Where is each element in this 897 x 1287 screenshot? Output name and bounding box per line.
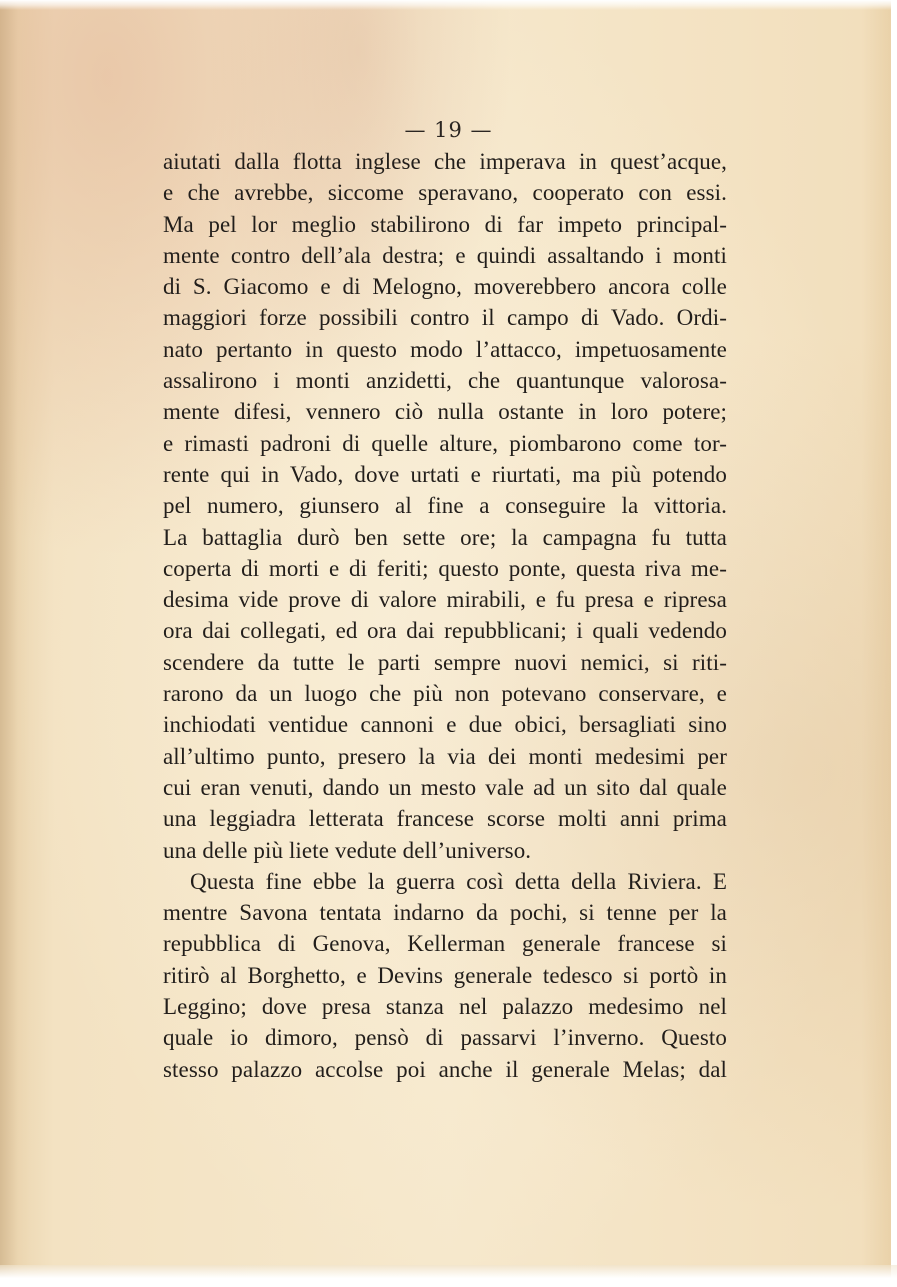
- page-spine-shadow: [0, 0, 30, 1287]
- text-line: Ma pel lor meglio stabilirono di far impeto principal-: [163, 211, 727, 237]
- text-line: maggiori forze possibili contro il campo di Vado. Ordi-: [163, 305, 727, 331]
- text-line: stesso palazzo accolse poi anche il generale Melas; dal: [163, 1056, 727, 1082]
- text-line: all’ultimo punto, presero la via dei monti medesimi per: [163, 743, 727, 769]
- text-line: Leggino; dove presa stanza nel palazzo medesimo nel: [163, 994, 727, 1020]
- text-line: pel numero, giunsero al fine a conseguire la vittoria.: [163, 493, 727, 519]
- text-line: coperta di morti e di feriti; questo ponte, questa riva me-: [163, 555, 727, 581]
- text-line: La battaglia durò ben sette ore; la campagna fu tutta: [163, 524, 727, 550]
- page-bottom-edge: [0, 1265, 897, 1287]
- text-line: e che avrebbe, siccome speravano, cooperato con essi.: [163, 180, 727, 206]
- text-line: una leggiadra letterata francese scorse molti anni prima: [163, 806, 727, 832]
- text-line: rarono da un luogo che più non potevano conservare, e: [163, 681, 727, 707]
- text-line: aiutati dalla flotta inglese che imperava in quest’acque,: [163, 149, 727, 174]
- text-line: e rimasti padroni di quelle alture, piombarono come tor-: [163, 430, 727, 456]
- body-text: [163, 146, 727, 1085]
- text-line: mente difesi, vennero ciò nulla ostante in loro potere;: [163, 399, 727, 425]
- text-line: cui eran venuti, dando un mesto vale ad un sito dal quale: [163, 774, 727, 800]
- page-right-edge: [891, 0, 897, 1287]
- text-line: quale io dimoro, pensò di passarvi l’inverno. Questo: [163, 1025, 727, 1051]
- text-line: ora dai collegati, ed ora dai repubblicani; i quali vedendo: [163, 618, 727, 644]
- text-line: desima vide prove di valore mirabili, e fu presa e ripresa: [163, 587, 727, 613]
- text-line: ritirò al Borghetto, e Devins generale tedesco si portò in: [163, 962, 727, 988]
- text-line: rente qui in Vado, dove urtati e riurtati, ma più potendo: [163, 461, 727, 487]
- text-line: mente contro dell’ala destra; e quindi assaltando i monti: [163, 242, 727, 268]
- text-line: repubblica di Genova, Kellerman generale francese si: [163, 931, 727, 957]
- page-top-edge: [0, 0, 897, 10]
- text-line: inchiodati ventidue cannoni e due obici, bersagliati sino: [163, 712, 727, 738]
- text-line: mentre Savona tentata indarno da pochi, si tenne per la: [163, 900, 727, 926]
- page-number: — 19 —: [404, 118, 493, 142]
- paragraph-first-line: Questa fine ebbe la guerra così detta della Riviera. E: [190, 868, 727, 894]
- text-line: di S. Giacomo e di Melogno, moverebbero ancora colle: [163, 274, 727, 300]
- text-line: scendere da tutte le parti sempre nuovi nemici, si riti-: [163, 649, 727, 675]
- text-line: assalirono i monti anzidetti, che quantunque valorosa-: [163, 368, 727, 394]
- text-line: nato pertanto in questo modo l’attacco, impetuosamente: [163, 336, 727, 362]
- paragraph-last-line: una delle più liete vedute dell’universo.: [163, 837, 532, 863]
